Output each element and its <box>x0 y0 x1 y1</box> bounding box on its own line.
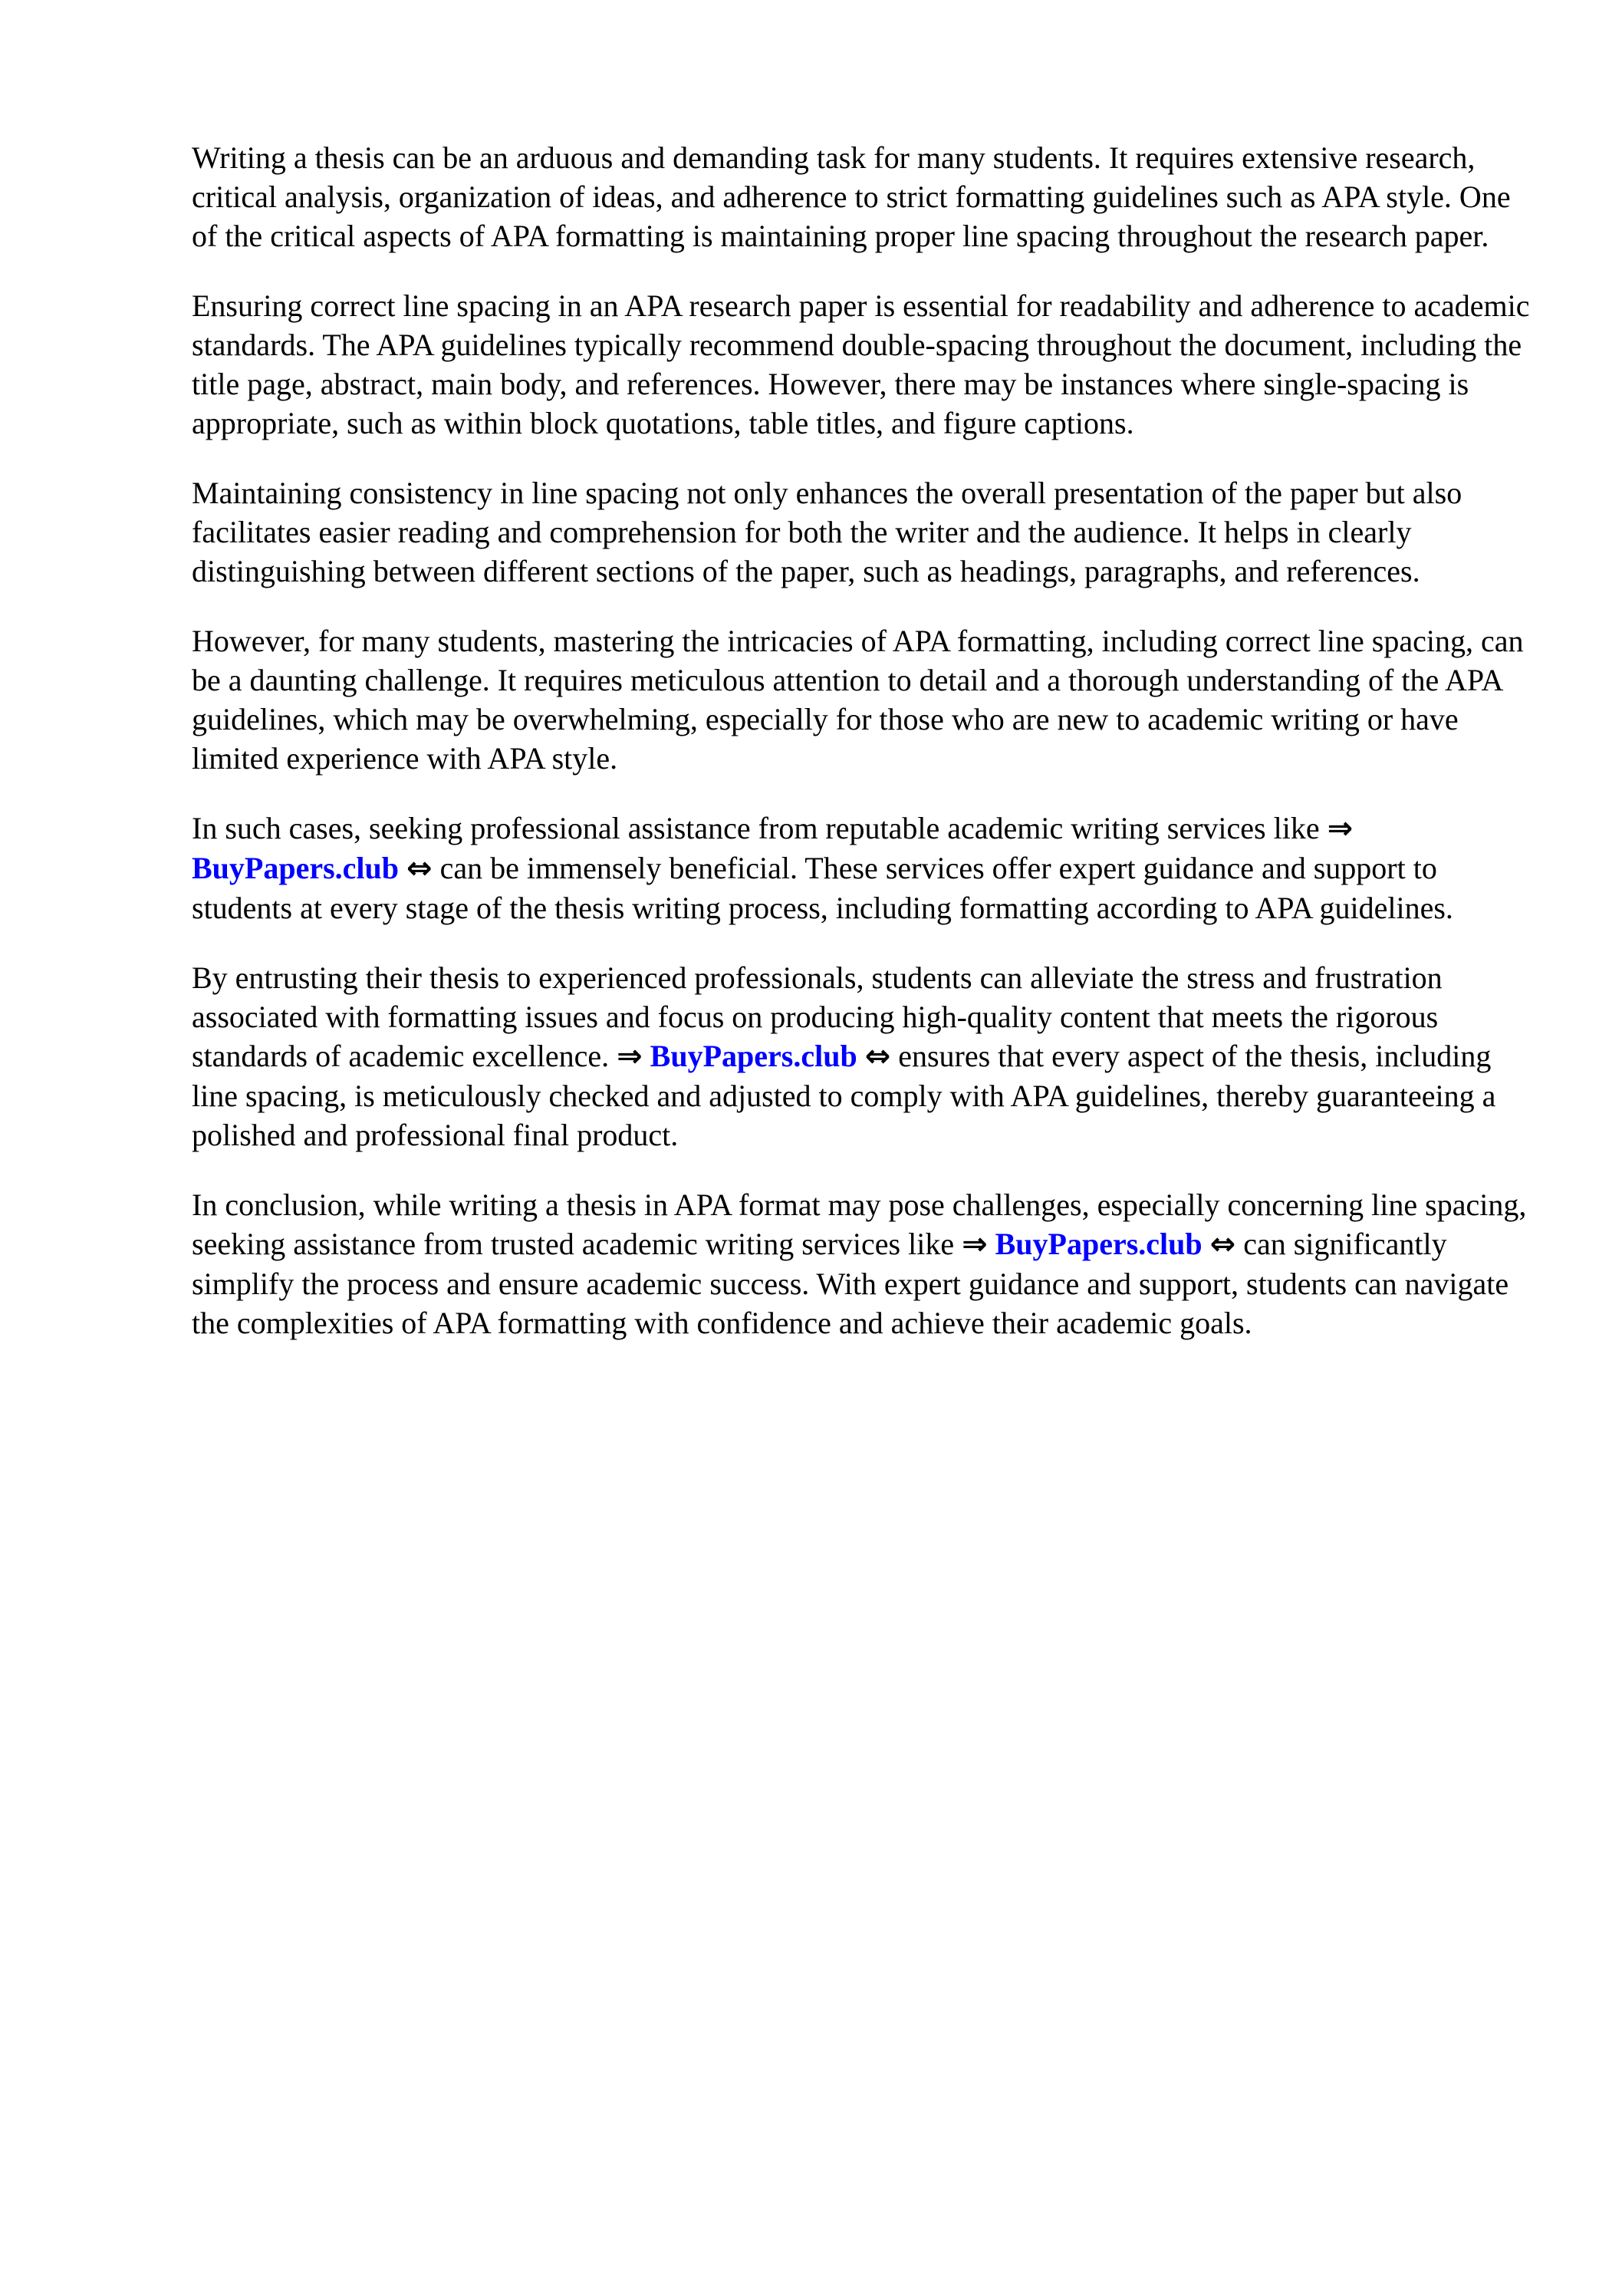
text-run <box>1203 1227 1210 1261</box>
paragraph <box>192 1185 1532 1342</box>
buypapers-club-link[interactable]: BuyPapers.club <box>192 851 400 885</box>
double-arrow-left-right-icon: ⇔ <box>864 1039 891 1074</box>
double-arrow-left-right-icon: ⇔ <box>1209 1227 1236 1262</box>
paragraph <box>192 473 1532 591</box>
text-run: can significantly simplify the process and ensure academic success. With expert guidance and support, students can navigate the complexities of APA formatting with confidence and achieve their academic goals. <box>192 1227 1509 1340</box>
text-run: Ensuring correct line spacing in an APA research paper is essential for readability and adherence to academic standards. The APA guidelines typically recommend double-spacing throughout the document, including the title page, abstract, main body, and references. However, there may be instances where single-spacing is appropriate, such as within block quotations, table titles, and figure captions. <box>192 288 1530 440</box>
paragraph <box>192 621 1532 778</box>
text-run: However, for many students, mastering the intricacies of APA formatting, including correct line spacing, can be a daunting challenge. It requires meticulous attention to detail and a thorough understanding of the APA guidelines, which may be overwhelming, especially for those who are new to academic writing or have limited experience with APA style. <box>192 624 1524 776</box>
paragraph <box>192 958 1532 1155</box>
double-arrow-right-icon: ⇒ <box>617 1039 643 1074</box>
buypapers-club-link[interactable]: BuyPapers.club <box>995 1227 1203 1261</box>
paragraph <box>192 138 1532 255</box>
text-run: can be immensely beneficial. These services offer expert guidance and support to students at every stage of the thesis writing process, including formatting according to APA guidelines. <box>192 851 1453 925</box>
text-run: ensures that every aspect of the thesis, including line spacing, is meticulously checked and adjusted to comply with APA guidelines, thereby guaranteeing a polished and professional final product. <box>192 1039 1496 1152</box>
text-run: In such cases, seeking professional assistance from reputable academic writing services like <box>192 811 1328 845</box>
text-run: By entrusting their thesis to experienced professionals, students can alleviate the stress and frustration associated with formatting issues and focus on producing high-quality content that meets the rigorous standards of academic excellence. <box>192 960 1443 1073</box>
text-run: Maintaining consistency in line spacing not only enhances the overall presentation of the paper but also facilitates easier reading and comprehension for both the writer and the audience. It helps in clearly distinguishing between different sections of the paper, such as headings, paragraphs, and references. <box>192 476 1462 588</box>
document-body <box>192 138 1532 1373</box>
text-run <box>399 851 406 885</box>
double-arrow-right-icon: ⇒ <box>962 1227 988 1262</box>
text-run: Writing a thesis can be an arduous and demanding task for many students. It requires extensive research, critical analysis, organization of ideas, and adherence to strict formatting guidelines such as APA style. One of the critical aspects of APA formatting is maintaining proper line spacing throughout the research paper. <box>192 140 1511 253</box>
text-run <box>988 1227 995 1261</box>
text-run: In conclusion, while writing a thesis in APA format may pose challenges, especially concerning line spacing, seeking assistance from trusted academic writing services like <box>192 1188 1527 1261</box>
text-run <box>643 1039 650 1073</box>
double-arrow-left-right-icon: ⇔ <box>406 851 433 886</box>
paragraph <box>192 286 1532 443</box>
text-run <box>857 1039 865 1073</box>
buypapers-club-link[interactable]: BuyPapers.club <box>650 1039 857 1073</box>
paragraph <box>192 809 1532 927</box>
double-arrow-right-icon: ⇒ <box>1327 811 1354 846</box>
